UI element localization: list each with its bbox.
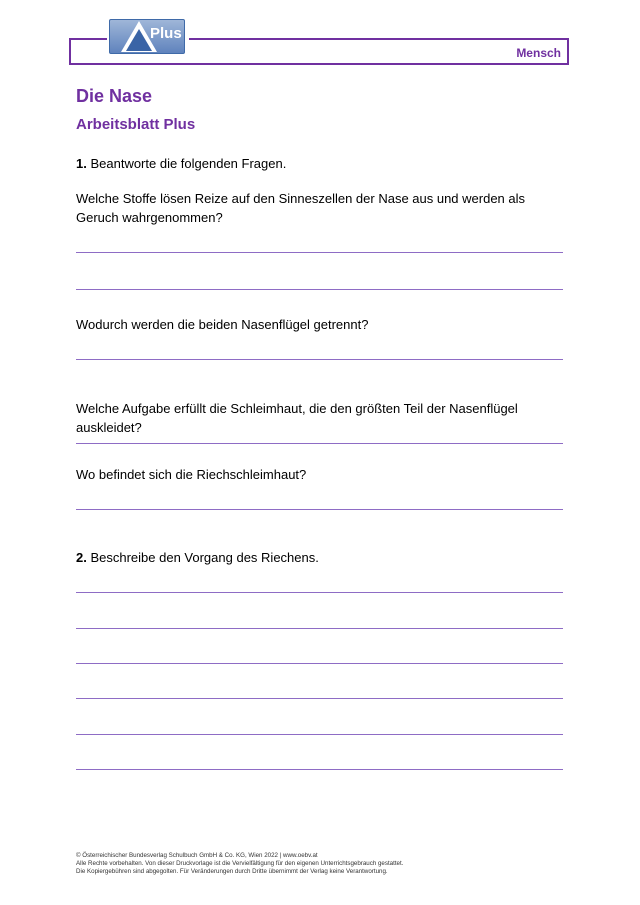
answer-line[interactable] xyxy=(76,698,563,699)
task-2 xyxy=(76,548,566,567)
footer-line-rights: Alle Rechte vorbehalten. Von dieser Druckvorlage ist die Vervielfältigung für den eigenen Unterrichtsgebrauch gestattet. xyxy=(76,860,404,867)
answer-line[interactable] xyxy=(76,359,563,360)
answer-line[interactable] xyxy=(76,509,563,510)
task-1-text: Beantworte die folgenden Fragen. xyxy=(90,156,287,171)
page-subtitle: Arbeitsblatt Plus xyxy=(76,116,196,133)
logo-text: Plus xyxy=(150,25,182,42)
answer-line[interactable] xyxy=(76,769,563,770)
task-1-number: 1. xyxy=(76,156,87,171)
answer-line[interactable] xyxy=(76,663,563,664)
answer-line[interactable] xyxy=(76,734,563,735)
question-4: Wo befindet sich die Riechschleimhaut? xyxy=(76,467,307,482)
logo-badge xyxy=(109,19,185,54)
logo-triangle-inner-icon xyxy=(126,29,152,51)
task-1 xyxy=(76,154,566,173)
question-1: Welche Stoffe lösen Reize auf den Sinneszellen der Nase aus und werden als Geruch wahrgenommen? xyxy=(76,191,526,225)
footer-line-copyright: © Österreichischer Bundesverlag Schulbuch GmbH & Co. KG, Wien 2022 | www.oebv.at xyxy=(76,852,318,859)
question-3: Welche Aufgabe erfüllt die Schleimhaut, die den größten Teil der Nasenflügel auskleidet? xyxy=(76,401,518,435)
answer-line[interactable] xyxy=(76,592,563,593)
footer-line-fees: Die Kopiergebühren sind abgegolten. Für Veränderungen durch Dritte übernimmt der Verlag keine Verantwortung. xyxy=(76,868,388,875)
answer-line[interactable] xyxy=(76,628,563,629)
question-2: Wodurch werden die beiden Nasenflügel getrennt? xyxy=(76,317,369,332)
subject-label: Mensch xyxy=(516,46,561,60)
plus-logo xyxy=(107,19,189,55)
footer xyxy=(76,852,403,876)
page-title: Die Nase xyxy=(76,86,153,106)
task-2-text: Beschreibe den Vorgang des Riechens. xyxy=(90,550,319,565)
task-2-number: 2. xyxy=(76,550,87,565)
answer-line[interactable] xyxy=(76,252,563,253)
answer-line[interactable] xyxy=(76,289,563,290)
answer-line[interactable] xyxy=(76,443,563,444)
